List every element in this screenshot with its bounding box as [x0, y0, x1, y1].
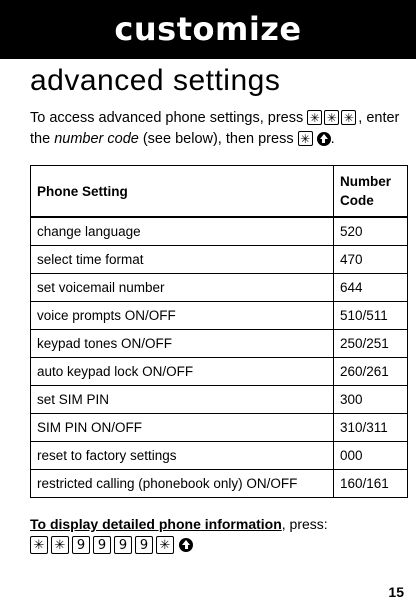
- table-row: [31, 302, 408, 330]
- star-key-icon: [307, 110, 322, 125]
- table-row: [31, 274, 408, 302]
- setting-cell: auto keypad lock ON/OFF: [31, 358, 334, 386]
- star-key-icon: [324, 110, 339, 125]
- table-row: [31, 442, 408, 470]
- code-cell: 644: [334, 274, 408, 302]
- code-cell: 260/261: [334, 358, 408, 386]
- send-key-icon: [317, 132, 331, 146]
- send-key-icon: [179, 538, 193, 552]
- code-cell: 470: [334, 246, 408, 274]
- key-sequence: [30, 536, 400, 554]
- page-number: 15: [388, 584, 404, 600]
- star-key-icon: [341, 110, 356, 125]
- setting-cell: set voicemail number: [31, 274, 334, 302]
- number-code-term: number code: [54, 131, 139, 147]
- intro-text-1: To access advanced phone settings, press: [30, 110, 308, 126]
- header-number-code: Number Code: [334, 166, 408, 218]
- nine-key-icon: [72, 536, 90, 554]
- setting-cell: keypad tones ON/OFF: [31, 330, 334, 358]
- code-cell: 520: [334, 217, 408, 246]
- table-row: [31, 386, 408, 414]
- number-code-table: [30, 165, 408, 498]
- setting-cell: select time format: [31, 246, 334, 274]
- star-key-icon: [156, 536, 174, 554]
- setting-cell: set SIM PIN: [31, 386, 334, 414]
- page-header: [0, 0, 416, 59]
- star-key-icon: [51, 536, 69, 554]
- code-cell: 300: [334, 386, 408, 414]
- table-header-row: [31, 166, 408, 218]
- setting-cell: SIM PIN ON/OFF: [31, 414, 334, 442]
- setting-cell: restricted calling (phonebook only) ON/OFF: [31, 470, 334, 498]
- header-phone-setting: Phone Setting: [31, 166, 334, 218]
- phone-info-instructions: [30, 515, 400, 554]
- intro-text-2: , enter the: [30, 110, 400, 147]
- code-cell: 000: [334, 442, 408, 470]
- code-cell: 160/161: [334, 470, 408, 498]
- section-title: advanced settings: [30, 64, 281, 97]
- table-row: [31, 358, 408, 386]
- star-key-icon: [298, 131, 313, 146]
- setting-cell: voice prompts ON/OFF: [31, 302, 334, 330]
- table-row: [31, 246, 408, 274]
- code-cell: 310/311: [334, 414, 408, 442]
- table-row: [31, 414, 408, 442]
- nine-key-icon: [114, 536, 132, 554]
- intro-text-4: .: [330, 131, 335, 147]
- intro-text-3: (see below), then press: [138, 131, 298, 147]
- intro-paragraph: [30, 108, 400, 150]
- code-cell: 510/511: [334, 302, 408, 330]
- header-title: customize: [114, 9, 302, 48]
- code-cell: 250/251: [334, 330, 408, 358]
- phone-info-lead: To display detailed phone information: [30, 516, 282, 532]
- setting-cell: reset to factory settings: [31, 442, 334, 470]
- table-row: [31, 330, 408, 358]
- table-row: [31, 470, 408, 498]
- phone-info-rest: , press:: [281, 516, 328, 532]
- setting-cell: change language: [31, 217, 334, 246]
- nine-key-icon: [93, 536, 111, 554]
- table-row: [31, 217, 408, 246]
- star-key-icon: [30, 536, 48, 554]
- nine-key-icon: [135, 536, 153, 554]
